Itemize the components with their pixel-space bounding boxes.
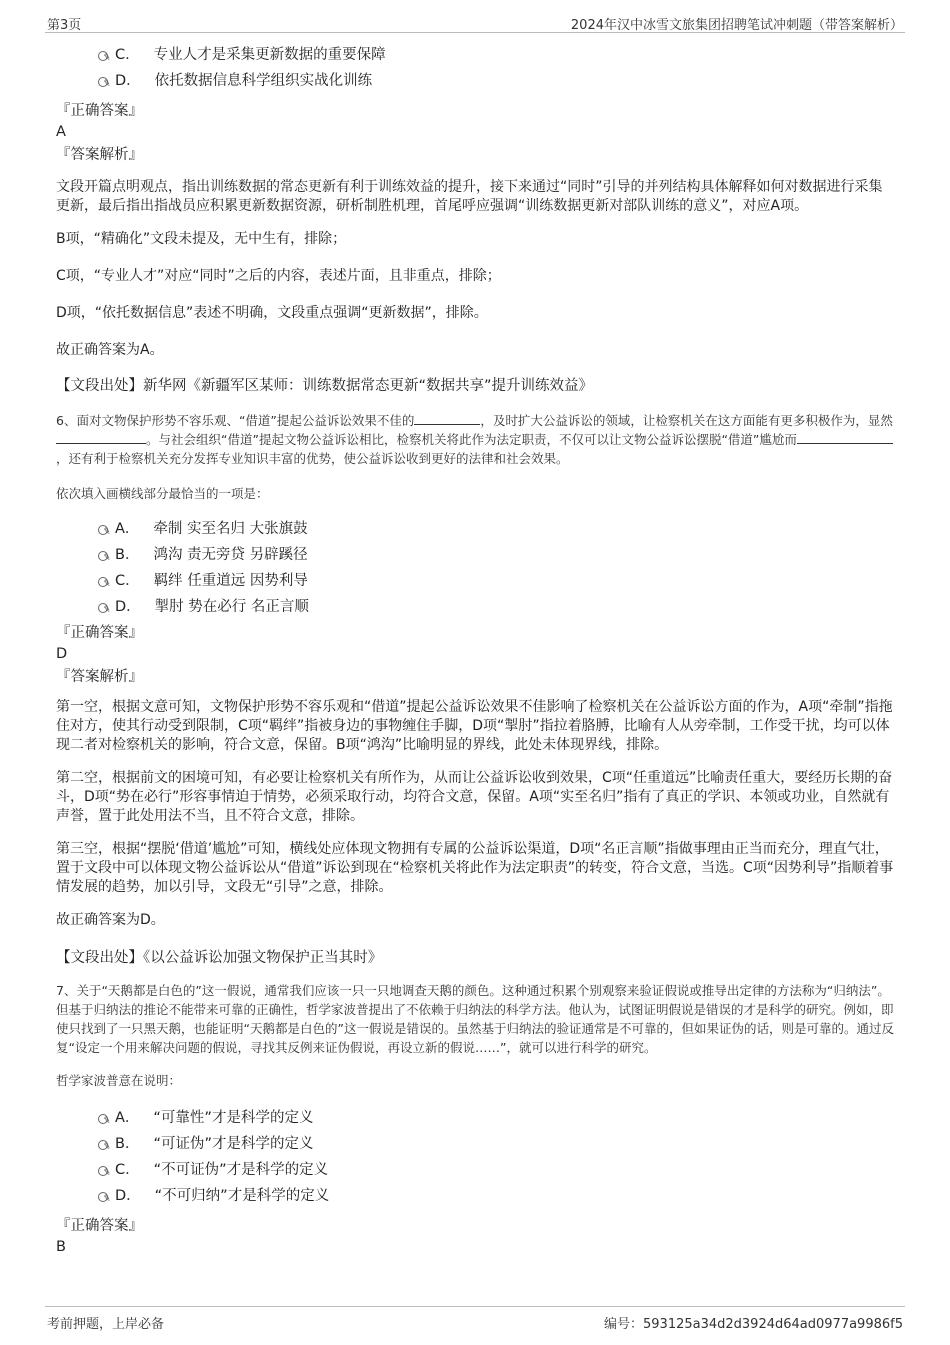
- option-text: 专业人才是采集更新数据的重要保障: [153, 47, 386, 63]
- footer-slogan: 考前押题，上岸必备: [47, 1317, 165, 1332]
- pencil-icon: ✎: [102, 78, 112, 90]
- option-letter: D．: [115, 599, 141, 615]
- option-d[interactable]: [56, 68, 896, 94]
- page-footer: [45, 1306, 905, 1337]
- question-prompt: 依次填入画横线部分最恰当的一项是：: [56, 486, 269, 501]
- option-text: 鸿沟 责无旁贷 另辟蹊径: [153, 547, 308, 563]
- analysis-label: 『答案解析』: [56, 669, 143, 685]
- answer-value: A: [56, 124, 66, 140]
- option-text: “不可证伪”才是科学的定义: [153, 1162, 329, 1178]
- answer-label: 『正确答案』: [56, 103, 143, 119]
- option-text: “可证伪”才是科学的定义: [153, 1136, 314, 1152]
- analysis-paragraph: C项，“专业人才”对应“同时”之后的内容，表述片面，且非重点，排除；: [56, 268, 501, 284]
- page-header: [45, 10, 905, 33]
- option-letter: C．: [115, 1162, 140, 1178]
- option-d[interactable]: [56, 1183, 896, 1209]
- q6-options: [56, 516, 896, 620]
- analysis-paragraph: 第一空，根据文意可知，文物保护形势不容乐观和“借道”提起公益诉讼效果不佳影响了检察机关在公益诉讼方面的作为，A项“牵制”指拖住对方，使其行动受到限制，C项“羁绊”指被身边的事物缠住手脚，D项“掣肘”指拉着胳膊，比喻有人从旁牵制，工作受干扰，均可以体现二者对检察机关的影响，符合文意，保留。B项“鸿沟”比喻明显的界线，此处未体现界线，排除。: [56, 699, 893, 753]
- source-citation: 【文段出处】《以公益诉讼加强文物保护正当其时》: [56, 950, 383, 966]
- document-content: [56, 42, 896, 1259]
- source-citation: 【文段出处】新华网《新疆军区某师：训练数据常态更新“数据共享”提升训练效益》: [56, 378, 594, 394]
- option-letter: B．: [115, 547, 140, 563]
- analysis-paragraph: 故正确答案为D。: [56, 912, 165, 928]
- option-a[interactable]: [56, 1105, 896, 1131]
- option-letter: D．: [115, 1188, 141, 1204]
- option-a[interactable]: [56, 516, 896, 542]
- pencil-icon: ✎: [102, 578, 112, 590]
- blank-line: [414, 412, 480, 425]
- document-title: 2024年汉中冰雪文旅集团招聘笔试冲刺题（带答案解析）: [570, 18, 903, 33]
- document-id: 编号：593125a34d2d3924d64ad0977a9986f5: [604, 1317, 903, 1332]
- blank-line: [56, 431, 146, 444]
- q7-options: [56, 1105, 896, 1209]
- analysis-paragraph: B项，“精确化”文段未提及，无中生有，排除；: [56, 231, 347, 247]
- page-number: 第3页: [47, 18, 82, 33]
- option-text: 依托数据信息科学组织实战化训练: [154, 73, 373, 89]
- blank-line: [797, 431, 893, 444]
- pencil-icon: ✎: [102, 1115, 112, 1127]
- option-letter: C．: [115, 573, 140, 589]
- answer-label: 『正确答案』: [56, 625, 143, 641]
- option-text: “不可归纳”才是科学的定义: [154, 1188, 330, 1204]
- analysis-paragraph: 第二空，根据前文的困境可知，有必要让检察机关有所作为，从而让公益诉讼收到效果，C项“任重道远”比喻责任重大，要经历长期的奋斗，D项“势在必行”形容事情迫于情势，必须采取行动，均符合文意，保留。A项“实至名归”指有了真正的学识、本领或功业，自然就有声誉，置于此处用法不当，且不符合文意，排除。: [56, 770, 893, 824]
- pencil-icon: ✎: [102, 526, 112, 538]
- analysis-paragraph: D项，“依托数据信息”表述不明确，文段重点强调“更新数据”，排除。: [56, 305, 488, 321]
- analysis-label: 『答案解析』: [56, 147, 143, 163]
- option-d[interactable]: [56, 594, 896, 620]
- pencil-icon: ✎: [102, 1193, 112, 1205]
- answer-value: D: [56, 646, 68, 662]
- option-text: 牵制 实至名归 大张旗鼓: [153, 521, 308, 537]
- pencil-icon: ✎: [102, 52, 112, 64]
- pencil-icon: ✎: [102, 604, 112, 616]
- option-c[interactable]: [56, 1157, 896, 1183]
- option-c[interactable]: [56, 568, 896, 594]
- question-stem: 6、面对文物保护形势不容乐观、“借道”提起公益诉讼效果不佳的 ，及时扩大公益诉讼的领域，让检察机关在这方面能有更多积极作为，显然。与社会组织“借道”提起文物公益诉讼相比，检察机关将此作为法定职责，不仅可以让文物公益诉讼摆脱“借道”尴尬而，还有利于检察机关充分发挥专业知识丰富的优势，使公益诉讼收到更好的法律和社会效果。: [56, 413, 893, 466]
- option-b[interactable]: [56, 1131, 896, 1157]
- question-stem: 7、关于“天鹅都是白色的”这一假说，通常我们应该一只一只地调查天鹅的颜色。这种通过积累个别观察来验证假说或推导出定律的方法称为“归纳法”。但基于归纳法的推论不能带来可靠的正确性，哲学家波普提出了不依赖于归纳法的科学方法。他认为，试图证明假说是错误的才是科学的研究。例如，即使只找到了一只黑天鹅，也能证明“天鹅都是白色的”这一假说是错误的。虽然基于归纳法的验证通常是不可靠的，但如果证伪的话，则是可靠的。通过反复“设定一个用来解决问题的假说，寻找其反例来证伪假说，再设立新的假说……”，就可以进行科学的研究。: [56, 983, 894, 1055]
- option-text: 羁绊 任重道远 因势利导: [153, 573, 308, 589]
- pencil-icon: ✎: [102, 1141, 112, 1153]
- option-letter: D．: [115, 73, 141, 89]
- pencil-icon: ✎: [102, 1167, 112, 1179]
- option-letter: A．: [115, 521, 140, 537]
- option-text: “可靠性”才是科学的定义: [153, 1110, 314, 1126]
- option-c[interactable]: [56, 42, 896, 68]
- analysis-paragraph: 故正确答案为A。: [56, 342, 164, 358]
- option-letter: B．: [115, 1136, 140, 1152]
- option-text: 掣肘 势在必行 名正言顺: [154, 599, 309, 615]
- pencil-icon: ✎: [102, 552, 112, 564]
- option-letter: C．: [115, 47, 140, 63]
- question-prompt: 哲学家波普意在说明：: [56, 1073, 182, 1088]
- q5-options: [56, 42, 896, 94]
- option-letter: A．: [115, 1110, 140, 1126]
- answer-label: 『正确答案』: [56, 1218, 143, 1234]
- option-b[interactable]: [56, 542, 896, 568]
- analysis-paragraph: 第三空，根据“摆脱‘借道’尴尬”可知，横线处应体现文物拥有专属的公益诉讼渠道，D项“名正言顺”指做事理由正当而充分，理直气壮，置于文段中可以体现文物公益诉讼从“借道”诉讼到现在“检察机关将此作为法定职责”的转变，符合文意，当选。C项“因势利导”指顺着事情发展的趋势，加以引导，文段无“引导”之意，排除。: [56, 841, 894, 895]
- answer-value: B: [56, 1239, 66, 1255]
- analysis-paragraph: 文段开篇点明观点，指出训练数据的常态更新有利于训练效益的提升，接下来通过“同时”引导的并列结构具体解释如何对数据进行采集更新，最后指出指战员应积累更新数据资源，研析制胜机理，首尾呼应强调“训练数据更新对部队训练的意义”，对应A项。: [56, 179, 883, 214]
